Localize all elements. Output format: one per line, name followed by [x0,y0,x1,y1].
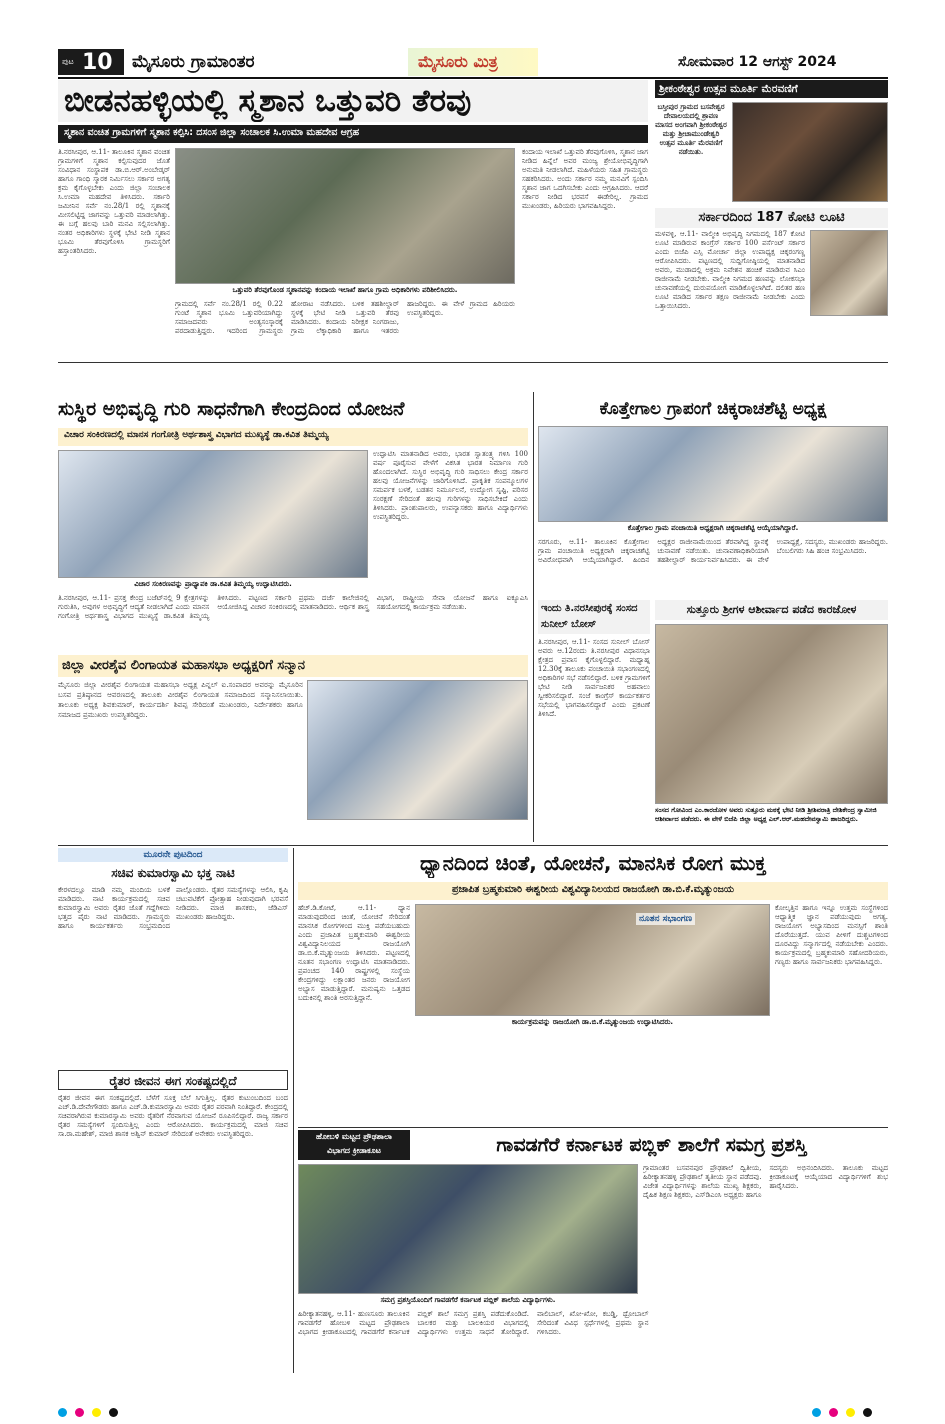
lead-body-right: ಕಂದಾಯ ಇಲಾಖೆ ಒತ್ತುವರಿ ತೆರವುಗೊಳಿಸಿ, ಸ್ಮಶಾನ ಜಾಗ ನೀಡಿದ ಹಿನ್ನೆಲೆ ಅವರ ಮಂಜ್ಯ ಶ್ರೇಯೋಭಿವೃದ್ಧಿಗಾಗಿ ಅನುಮತಿ ನೀಡಲಾಗಿದೆ. ಮಹಿಳೆಯರು ಸಹಿತ ಗ್ರಾಮಸ್ಥರು ಸಹಕರಿಸಿದರು. ಅಂದು ಸರ್ಕಾರ ನಮ್ಮ ಮನವಿಗೆ ಸ್ಪಂದಿಸಿ ಸ್ಮಶಾನ ಜಾಗ ಒದಗಿಸಬೇಕು ಎಂದು ಆಗ್ರಹಿಸಿದರು. ಆದರೆ ಸರ್ಕಾರ ನೀಡಿದ ಭರವಸೆ ಈಡೇರಿಲ್ಲ. ಗ್ರಾಮದ ಮುಖಂಡರು, ಹಿರಿಯರು ಭಾಗವಹಿಸಿದ್ದರು. [522,148,648,210]
section-name: ಮೈಸೂರು ಗ್ರಾಮಾಂತರ [132,52,255,72]
masthead: ಮೈಸೂರು ಮಿತ್ರ [418,52,498,71]
blessing-caption: ಸಂಸದ ಗೋವಿಂದ ಎಂ.ಕಾರಜೋಳ ಅವರು ಸುತ್ತೂರು ಮಠಕ್ಕೆ ಭೇಟಿ ನೀಡಿ ಶ್ರೀಶಿವರಾತ್ರಿ ದೇಶಿಕೇಂದ್ರ ಸ್ವಾಮೀಜಿ ಆಶೀರ್ವಾದ ಪಡೆದರು. ಈ ವೇಳೆ ಬಿಜೆಪಿ ಜಿಲ್ಲಾ ಅಧ್ಯಕ್ಷ ಎಲ್.ಆರ್.ಮಹದೇವಸ್ವಾಮಿ ಹಾಜರಿದ್ದರು. [655,806,877,823]
continued-body: ಕೇರಳದಲ್ಲೂ ಮಾಡಿ ನಮ್ಮ ಮಂದಿಯ ಬಳಕೆ ಮಾಡಿದರು. ನಾಟಿ ಕಾರ್ಯಕ್ರಮದಲ್ಲಿ ಸಚಿವ ಕುಮಾರಸ್ವಾಮಿ ಅವರು ರೈತರ ಜೊತೆ ಗದ್ದೆಗಿಳಿದು ಭತ್ತದ ಪೈರು ನಾಟಿ ಮಾಡಿದರು. ಗ್ರಾಮಸ್ಥರು ಹಾಗೂ ಕಾರ್ಯಕರ್ತರು ಸಂಭ್ರಮದಿಂದ ಪಾಲ್ಗೊಂಡರು. ರೈತರ ಸಮಸ್ಯೆಗಳನ್ನು ಆಲಿಸಿ, ಕೃಷಿ ಚಟುವಟಿಕೆಗೆ ಪ್ರೋತ್ಸಾಹ ನೀಡುವುದಾಗಿ ಭರವಸೆ ನೀಡಿದರು. ಮಾಜಿ ಶಾಸಕರು, ಜೆಡಿಎಸ್ ಮುಖಂಡರು ಹಾಜರಿದ್ದರು. [58,886,288,930]
school-body-left: ಹಿರೀಕ್ಯಾತನಹಳ್ಳಿ, ಆ.11- ಹುಣಸೂರು ತಾಲೂಕಿನ ಗಾವಡಗೆರೆ ಹೋಬಳಿ ಮಟ್ಟದ ಪ್ರೌಢಶಾಲಾ ವಿಭಾಗದ ಕ್ರೀಡಾಕೂಟದಲ್ಲಿ ಗಾವಡಗೆರೆ ಕರ್ನಾಟಕ ಪಬ್ಲಿಕ್ ಶಾಲೆ ಸಮಗ್ರ ಪ್ರಶಸ್ತಿ ಪಡೆದುಕೊಂಡಿದೆ. ಬಾಲಕರ ಮತ್ತು ಬಾಲಕಿಯರ ವಿಭಾಗದಲ್ಲಿ ವಿದ್ಯಾರ್ಥಿಗಳು ಉತ್ತಮ ಸಾಧನೆ ತೋರಿದ್ದಾರೆ. ವಾಲಿಬಾಲ್, ಖೋ-ಖೋ, ಕಬಡ್ಡಿ, ಥ್ರೋಬಾಲ್ ಸೇರಿದಂತೆ ವಿವಿಧ ಸ್ಪರ್ಧೆಗಳಲ್ಲಿ ಪ್ರಥಮ ಸ್ಥಾನ ಗಳಿಸಿದರು. [298,1310,649,1336]
devtools-body-right: ಉದ್ಘಾಟಿಸಿ ಮಾತನಾಡಿದ ಅವರು, ಭಾರತ ಸ್ವಾತಂತ್ರ್ಯ ಗಳಿಸಿ 100 ವರ್ಷ ಪೂರೈಸುವ ವೇಳೆಗೆ ವಿಕಸಿತ ಭಾರತ ನಿರ್ಮಾಣ ಗುರಿ ಹೊಂದಲಾಗಿದೆ. ಸುಸ್ಥಿರ ಅಭಿವೃದ್ಧಿ ಗುರಿ ಸಾಧಿಸಲು ಕೇಂದ್ರ ಸರ್ಕಾರ ಹಲವು ಯೋಜನೆಗಳನ್ನು ಜಾರಿಗೊಳಿಸಿದೆ. ಪ್ರಾಕೃತಿಕ ಸಂಪನ್ಮೂಲಗಳ ಸಮರ್ಪಕ ಬಳಕೆ, ಬಡತನ ನಿರ್ಮೂಲನೆ, ಉದ್ಯೋಗ ಸೃಷ್ಟಿ, ಪರಿಸರ ಸಂರಕ್ಷಣೆ ಸೇರಿದಂತೆ ಹಲವು ಗುರಿಗಳನ್ನು ಸಾಧಿಸಬೇಕಿದೆ ಎಂದು ತಿಳಿಸಿದರು. ಪ್ರಾಂಶುಪಾಲರು, ಉಪನ್ಯಾಸಕರು ಹಾಗೂ ವಿದ್ಯಾರ್ಥಿಗಳು ಉಪಸ್ಥಿತರಿದ್ದರು. [373,450,528,521]
honour-headline: ಜಿಲ್ಲಾ ವೀರಶೈವ ಲಿಂಗಾಯತ ಮಹಾಸಭಾ ಅಧ್ಯಕ್ಷರಿಗೆ ಸನ್ಮಾನ [58,655,528,677]
reg-dot [58,1408,67,1417]
reg-dot [863,1408,872,1417]
reg-dot [92,1408,101,1417]
devtools-photo [58,450,368,578]
reg-dot [812,1408,821,1417]
page-label: ಪುಟ [62,57,74,66]
reg-dot [829,1408,838,1417]
meditation-subhead: ಪ್ರಜಾಪಿತ ಬ್ರಹ್ಮಕುಮಾರಿ ಈಶ್ವರೀಯ ವಿಶ್ವವಿದ್ಯಾನಿಲಯದ ರಾಜಯೋಗಿ ಡಾ.ಬಿ.ಕೆ.ಮೃತ್ಯುಂಜಯ [298,882,888,900]
meditation-divider [293,848,294,1373]
devtools-headline: ಸುಸ್ಥಿರ ಅಭಿವೃದ್ಧಿ ಗುರಿ ಸಾಧನೆಗಾಗಿ ಕೇಂದ್ರದಿಂದ ಯೋಜನೆ [58,398,405,420]
lead-headline: ಬೀಡನಹಳ್ಳಿಯಲ್ಲಿ ಸ್ಮಶಾನ ಒತ್ತುವರಿ ತೆರವು [58,80,648,122]
date-line: ಸೋಮವಾರ 12 ಆಗಸ್ಟ್ 2024 [678,54,837,70]
festival-caption: ಬಸ್ತೀಪುರ ಗ್ರಾಮದ ಬಸವೇಶ್ವರ ದೇವಾಲಯದಲ್ಲಿ ಶ್ರಾವಣ ಮಾಸದ ಅಂಗವಾಗಿ ಶ್ರೀಕಂಠೇಶ್ವರ ಮತ್ತು ಶ್ರೀಚಾಮುಂಡೇಶ್ವರಿ ಉತ್ಸವ ಮೂರ್ತಿ ಮೆರವಣಿಗೆ ನಡೆಯಿತು. [655,102,727,156]
farmers-body: ರೈತರ ಜೀವನ ಈಗ ಸಂಕಷ್ಟದಲ್ಲಿದೆ. ಬೆಳೆಗೆ ಸೂಕ್ತ ಬೆಲೆ ಸಿಗುತ್ತಿಲ್ಲ. ರೈತರ ಕುಟುಂಬದಿಂದ ಬಂದ ಎಚ್.ಡಿ.ದೇವೇಗೌಡರು ಹಾಗೂ ಎಚ್.ಡಿ.ಕುಮಾರಸ್ವಾಮಿ ಅವರು ರೈತರ ಪರವಾಗಿ ನಿಂತಿದ್ದಾರೆ. ಕೇಂದ್ರದಲ್ಲಿ ಸಚಿವರಾಗಿರುವ ಕುಮಾರಸ್ವಾಮಿ ಅವರು ರೈತರಿಗೆ ನೆರವಾಗುವ ಯೋಜನೆ ರೂಪಿಸಲಿದ್ದಾರೆ. ರಾಜ್ಯ ಸರ್ಕಾರ ರೈತರ ಸಮಸ್ಯೆಗಳಿಗೆ ಸ್ಪಂದಿಸುತ್ತಿಲ್ಲ ಎಂದು ಆರೋಪಿಸಿದರು. ಕಾರ್ಯಕ್ರಮದಲ್ಲಿ ಮಾಜಿ ಸಚಿವ ಸಾ.ರಾ.ಮಹೇಶ್, ಮಾಜಿ ಶಾಸಕ ಅಶ್ವಿನ್ ಕುಮಾರ್ ಸೇರಿದಂತೆ ಅನೇಕರು ಉಪಸ್ಥಿತರಿದ್ದರು. [58,1094,288,1138]
school-photo [298,1164,638,1294]
mp-headline: ಇಂದು ತಿ.ನರಸೀಪುರಕ್ಕೆ ಸಂಸದ ಸುನೀಲ್ ಬೋಸ್ [538,600,650,634]
loot-body: ಮಳವಳ್ಳಿ, ಆ.11- ವಾಲ್ಮೀಕಿ ಅಭಿವೃದ್ಧಿ ನಿಗಮದಲ್ಲಿ 187 ಕೋಟಿ ಲೂಟಿ ಮಾಡಿರುವ ಕಾಂಗ್ರೆಸ್ ಸರ್ಕಾರ 100 ಪರ್ಸೆಂಟ್ ಸರ್ಕಾರ ಎಂದು ಬಿಜೆಪಿ ಎಸ್ಸಿ ಮೋರ್ಚಾ ಜಿಲ್ಲಾ ಉಪಾಧ್ಯಕ್ಷ ಚಿಕ್ಕರಂಗಣ್ಣ ಆರೋಪಿಸಿದರು. ಪಟ್ಟಣದಲ್ಲಿ ಸುದ್ದಿಗೋಷ್ಠಿಯಲ್ಲಿ ಮಾತನಾಡಿದ ಅವರು, ಮುಡಾದಲ್ಲಿ ಅಕ್ರಮ ನಿವೇಶನ ಹಂಚಿಕೆ ಮಾಡಿರುವ ಸಿಎಂ ರಾಜೀನಾಮೆ ನೀಡಬೇಕು. ವಾಲ್ಮೀಕಿ ನಿಗಮದ ಹಣವನ್ನು ಲೋಕಸಭಾ ಚುನಾವಣೆಯಲ್ಲಿ ದುರುಪಯೋಗ ಮಾಡಿಕೊಳ್ಳಲಾಗಿದೆ. ದಲಿತರ ಹಣ ಲೂಟಿ ಮಾಡಿದ ಸರ್ಕಾರ ತಕ್ಷಣ ರಾಜೀನಾಮೆ ನೀಡಬೇಕು ಎಂದು ಒತ್ತಾಯಿಸಿದರು. [655,230,805,310]
meditation-body-left: ಹೆಚ್.ಡಿ.ಕೋಟೆ, ಆ.11- ಧ್ಯಾನ ಮಾಡುವುದರಿಂದ ಚಿಂತೆ, ಯೋಚನೆ ಸೇರಿದಂತೆ ಮಾನಸಿಕ ರೋಗಗಳಿಂದ ಮುಕ್ತಿ ಪಡೆಯಬಹುದು ಎಂದು ಪ್ರಜಾಪಿತ ಬ್ರಹ್ಮಕುಮಾರಿ ಈಶ್ವರೀಯ ವಿಶ್ವವಿದ್ಯಾನಿಲಯದ ರಾಜಯೋಗಿ ಡಾ.ಬಿ.ಕೆ.ಮೃತ್ಯುಂಜಯ ತಿಳಿಸಿದರು. ಪಟ್ಟಣದಲ್ಲಿ ನೂತನ ಸಭಾಂಗಣ ಉದ್ಘಾಟಿಸಿ ಮಾತನಾಡಿದರು. ಪ್ರಪಂಚದ 140 ರಾಷ್ಟ್ರಗಳಲ್ಲಿ ಸಂಸ್ಥೆಯ ಕೇಂದ್ರಗಳಿದ್ದು ಲಕ್ಷಾಂತರ ಜನರು ರಾಜಯೋಗ ಅಭ್ಯಾಸ ಮಾಡುತ್ತಿದ್ದಾರೆ. ಮನುಷ್ಯನು ಒತ್ತಡದ ಬದುಕಿನಲ್ಲಿ ಶಾಂತಿ ಅರಸುತ್ತಿದ್ದಾನೆ. [298,904,410,1002]
devtools-photo-caption: ವಿಚಾರ ಸಂಕಿರಣವನ್ನು ಪ್ರಾಧ್ಯಾಪಕಿ ಡಾ.ಕವಿತ ತಿಮ್ಮಯ್ಯ ಉದ್ಘಾಟಿಸಿದರು. [134,580,292,588]
registration-marks-right [812,1402,880,1414]
lead-photo [175,148,515,284]
meditation-body-right: ಕೋಲ್ಕತ್ತಿನ ಹಾಗೂ ಇನ್ನೂ ಉತ್ತಮ ಸಂಸ್ಥೆಗಳಿಂದ ಆಧ್ಯಾತ್ಮಿಕ ಜ್ಞಾನ ಪಡೆಯುವುದು ಅಗತ್ಯ. ರಾಜಯೋಗ ಅಭ್ಯಾಸದಿಂದ ಮನಸ್ಸಿಗೆ ಶಾಂತಿ ದೊರೆಯುತ್ತದೆ. ಯುವ ಪೀಳಿಗೆ ದುಶ್ಚಟಗಳಿಂದ ದೂರವಿದ್ದು ಸನ್ಮಾರ್ಗದಲ್ಲಿ ನಡೆಯಬೇಕು ಎಂದರು. ಕಾರ್ಯಕ್ರಮದಲ್ಲಿ ಬ್ರಹ್ಮಕುಮಾರಿ ಸಹೋದರಿಯರು, ಗಣ್ಯರು ಹಾಗೂ ಸಾರ್ವಜನಿಕರು ಭಾಗವಹಿಸಿದ್ದರು. [775,904,888,966]
loot-headline: ಸರ್ಕಾರದಿಂದ 187 ಕೋಟಿ ಲೂಟಿ [655,208,888,228]
school-photo-caption: ಸಮಗ್ರ ಪ್ರಶಸ್ತಿಯೊಂದಿಗೆ ಗಾವಡಗೆರೆ ಕರ್ನಾಟಕ ಪಬ್ಲಿಕ್ ಶಾಲೆಯ ವಿದ್ಯಾರ್ಥಿಗಳು. [380,1296,556,1304]
reg-dot [846,1408,855,1417]
reg-dot [109,1408,118,1417]
col-divider [533,392,534,842]
festival-photo [732,102,888,202]
school-tag-line1: ಹೋಬಳಿ ಮಟ್ಟದ ಪ್ರೌಢಶಾಲಾ [316,1132,392,1141]
honour-photo [307,680,528,820]
school-tag-line2: ವಿಭಾಗದ ಕ್ರೀಡಾಕೂಟ [327,1146,381,1155]
registration-marks-left [58,1402,126,1414]
school-body-right: ಗ್ರಾಮಾಂತರ ಬಸವನಪುರ ಪ್ರೌಢಶಾಲೆ ದ್ವಿತೀಯ, ಹಿರೀಕ್ಯಾತನಹಳ್ಳಿ ಪ್ರೌಢಶಾಲೆ ತೃತೀಯ ಸ್ಥಾನ ಪಡೆದವು. ವಿಜೇತ ವಿದ್ಯಾರ್ಥಿಗಳನ್ನು ಶಾಲೆಯ ಮುಖ್ಯ ಶಿಕ್ಷಕರು, ದೈಹಿಕ ಶಿಕ್ಷಣ ಶಿಕ್ಷಕರು, ಎಸ್‌ಡಿಎಂಸಿ ಅಧ್ಯಕ್ಷರು ಹಾಗೂ ಸದಸ್ಯರು ಅಭಿನಂದಿಸಿದರು. ತಾಲೂಕು ಮಟ್ಟದ ಕ್ರೀಡಾಕೂಟಕ್ಕೆ ಆಯ್ಕೆಯಾದ ವಿದ್ಯಾರ್ಥಿಗಳಿಗೆ ಶುಭ ಹಾರೈಸಿದರು. [643,1164,888,1199]
continued-tag [58,848,288,862]
chair-body: ಸರಗೂರು, ಆ.11- ತಾಲೂಕಿನ ಕೊತ್ತೇಗಾಲ ಗ್ರಾಮ ಪಂಚಾಯಿತಿ ಅಧ್ಯಕ್ಷರಾಗಿ ಚಿಕ್ಕರಾಚಶೆಟ್ಟಿ ಅವಿರೋಧವಾಗಿ ಆಯ್ಕೆಯಾಗಿದ್ದಾರೆ. ಹಿಂದಿನ ಅಧ್ಯಕ್ಷರ ರಾಜೀನಾಮೆಯಿಂದ ತೆರವಾಗಿದ್ದ ಸ್ಥಾನಕ್ಕೆ ಚುನಾವಣೆ ನಡೆಯಿತು. ಚುನಾವಣಾಧಿಕಾರಿಯಾಗಿ ತಹಶೀಲ್ದಾರ್ ಕಾರ್ಯನಿರ್ವಹಿಸಿದರು. ಈ ವೇಳೆ ಉಪಾಧ್ಯಕ್ಷೆ, ಸದಸ್ಯರು, ಮುಖಂಡರು ಹಾಜರಿದ್ದರು. ಬೆಂಬಲಿಗರು ಸಿಹಿ ಹಂಚಿ ಸಂಭ್ರಮಿಸಿದರು. [538,538,888,564]
header-rule [58,77,888,79]
page-number: 10 [82,50,113,75]
reg-dot [75,1408,84,1417]
blessing-photo [655,624,888,804]
chair-photo-caption: ಕೊತ್ತೇಗಾಲ ಗ್ರಾಮ ಪಂಚಾಯಿತಿ ಅಧ್ಯಕ್ಷರಾಗಿ ಚಿಕ್ಕರಾಚಶೆಟ್ಟಿ ಆಯ್ಕೆಯಾಗಿದ್ದಾರೆ. [627,524,799,532]
meditation-photo-caption: ಕಾರ್ಯಕ್ರಮವನ್ನು ರಾಜಯೋಗಿ ಡಾ.ಬಿ.ಕೆ.ಮೃತ್ಯುಂಜಯ ಉದ್ಘಾಟಿಸಿದರು. [511,1018,674,1026]
loot-photo [810,230,888,316]
row4-rule [298,1127,888,1128]
lead-subhead: ಸ್ಮಶಾನ ವಂಚಿತ ಗ್ರಾಮಗಳಿಗೆ ಸ್ಮಶಾನ ಕಲ್ಪಿಸಿ: ದಸಂಸ ಜಿಲ್ಲಾ ಸಂಚಾಲಕ ಸಿ.ಉಮಾ ಮಹದೇವ ಆಗ್ರಹ [58,125,648,143]
lead-body-bottom: ಗ್ರಾಮದಲ್ಲಿ ಸರ್ವೆ ನಂ.28/1 ರಲ್ಲಿ 0.22 ಗುಂಟೆ ಸ್ಮಶಾನ ಭೂಮಿ ಒತ್ತುವರಿಯಾಗಿದ್ದು ಸಮಾಜದವರು ಅಂತ್ಯಸಂಸ್ಕಾರಕ್ಕೆ ಪರದಾಡುತ್ತಿದ್ದರು. ಇದರಿಂದ ಗ್ರಾಮಸ್ಥರು ಹೋರಾಟ ನಡೆಸಿದರು. ಬಳಿಕ ತಹಶೀಲ್ದಾರ್ ಸ್ಥಳಕ್ಕೆ ಭೇಟಿ ನೀಡಿ ಒತ್ತುವರಿ ತೆರವು ಮಾಡಿಸಿದರು. ಕಂದಾಯ ನಿರೀಕ್ಷಕ ನಿಂಗರಾಜು, ಗ್ರಾಮ ಲೆಕ್ಕಾಧಿಕಾರಿ ಹಾಗೂ ಇತರರು ಹಾಜರಿದ್ದರು. ಈ ವೇಳೆ ಗ್ರಾಮದ ಹಿರಿಯರು ಉಪಸ್ಥಿತರಿದ್ದರು. [175,300,515,335]
row3-rule [58,845,888,846]
page-number-badge [58,49,124,75]
devtools-body-bottom: ತಿ.ನರಸೀಪುರ, ಆ.11- ಪ್ರಸಕ್ತ ಕೇಂದ್ರ ಬಜೆಟ್‌ನಲ್ಲಿ 9 ಕ್ಷೇತ್ರಗಳನ್ನು ಗುರುತಿಸಿ, ಅವುಗಳ ಅಭಿವೃದ್ಧಿಗೆ ಆದ್ಯತೆ ನೀಡಲಾಗಿದೆ ಎಂದು ಮಾನಸ ಗಂಗೋತ್ರಿ ಅರ್ಥಶಾಸ್ತ್ರ ವಿಭಾಗದ ಮುಖ್ಯಸ್ಥೆ ಡಾ.ಕವಿತ ತಿಮ್ಮಯ್ಯ ತಿಳಿಸಿದರು. ಪಟ್ಟಣದ ಸರ್ಕಾರಿ ಪ್ರಥಮ ದರ್ಜೆ ಕಾಲೇಜಿನಲ್ಲಿ ಆಯೋಜಿಸಿದ್ದ ವಿಚಾರ ಸಂಕಿರಣದಲ್ಲಿ ಮಾತನಾಡಿದರು. ಆರ್ಥಿಕ ಶಾಸ್ತ್ರ ವಿಭಾಗ, ರಾಷ್ಟ್ರೀಯ ಸೇವಾ ಯೋಜನೆ ಹಾಗೂ ಐಕ್ಯೂಎಸಿ ಸಹಯೋಗದಲ್ಲಿ ಕಾರ್ಯಕ್ರಮ ನಡೆಯಿತು. [58,594,528,620]
lead-photo-caption: ಒತ್ತುವರಿ ತೆರವುಗೊಂಡ ಸ್ಮಶಾನವನ್ನು ಕಂದಾಯ ಇಲಾಖೆ ಹಾಗೂ ಗ್ರಾಮ ಅಧಿಕಾರಿಗಳು ಪರಿಶೀಲಿಸಿದರು. [232,286,458,294]
continued-headline: ಸಚಿವ ಕುಮಾರಸ್ವಾಮಿ ಭಕ್ತ ನಾಟಿ [111,866,235,880]
blessing-headline: ಸುತ್ತೂರು ಶ್ರೀಗಳ ಆಶೀರ್ವಾದ ಪಡೆದ ಕಾರಜೋಳ [655,600,888,620]
row2-rule [58,362,888,363]
chair-photo [538,426,888,522]
honour-body: ಮೈಸೂರು ಜಿಲ್ಲಾ ವೀರಶೈವ ಲಿಂಗಾಯತ ಮಹಾಸಭಾ ಅಧ್ಯಕ್ಷ ಪಿನ್ನಲ್ ಐ.ಸಂಪಾದರ ಅವರನ್ನು ಮೈಸೂರಿನ ಬಸವ ಪ್ರತಿಷ್ಠಾನದ ಆವರಣದಲ್ಲಿ ತಾಲೂಕು ವೀರಶೈವ ಲಿಂಗಾಯತ ಸಮಾಜದಿಂದ ಸನ್ಮಾನಿಸಲಾಯಿತು. ತಾಲೂಕು ಅಧ್ಯಕ್ಷ ಶಿವಕುಮಾರ್, ಕಾರ್ಯದರ್ಶಿ ಶಿವಪ್ಪ ಸೇರಿದಂತೆ ಮುಖಂಡರು, ನಿರ್ದೇಶಕರು ಹಾಗೂ ಸಮಾಜದ ಪ್ರಮುಖರು ಉಪಸ್ಥಿತರಿದ್ದರು. [58,680,303,719]
meditation-banner-text: ನೂತನ ಸಭಾಂಗಣ [636,913,695,925]
continued-tag-label: ಮೂರನೇ ಪುಟದಿಂದ [143,850,203,860]
festival-headline: ಶ್ರೀಕಂಠೇಶ್ವರ ಉತ್ಸವ ಮೂರ್ತಿ ಮೆರವಣಿಗೆ [655,80,888,98]
mp-body: ತಿ.ನರಸೀಪುರ, ಆ.11- ಸಂಸದ ಸುನೀಲ್ ಬೋಸ್ ಅವರು ಆ.12ರಂದು ತಿ.ನರಸೀಪುರ ವಿಧಾನಸಭಾ ಕ್ಷೇತ್ರದ ಪ್ರವಾಸ ಕೈಗೊಳ್ಳಲಿದ್ದಾರೆ. ಮಧ್ಯಾಹ್ನ 12.30ಕ್ಕೆ ತಾಲೂಕು ಪಂಚಾಯಿತಿ ಸಭಾಂಗಣದಲ್ಲಿ ಅಧಿಕಾರಿಗಳ ಸಭೆ ನಡೆಸಲಿದ್ದಾರೆ. ಬಳಿಕ ಗ್ರಾಮಗಳಿಗೆ ಭೇಟಿ ನೀಡಿ ಸಾರ್ವಜನಿಕರ ಅಹವಾಲು ಸ್ವೀಕರಿಸಲಿದ್ದಾರೆ. ಸಂಜೆ ಕಾಂಗ್ರೆಸ್ ಕಾರ್ಯಕರ್ತರ ಸಭೆಯಲ್ಲಿ ಭಾಗವಹಿಸಲಿದ್ದಾರೆ ಎಂದು ಪ್ರಕಟಣೆ ತಿಳಿಸಿದೆ. [538,638,650,718]
school-tag [298,1130,410,1160]
chair-headline: ಕೊತ್ತೇಗಾಲ ಗ್ರಾಪಂಗೆ ಚಿಕ್ಕರಾಚಶೆಟ್ಟಿ ಅಧ್ಯಕ್ಷ [599,399,827,419]
farmers-headline: ರೈತರ ಜೀವನ ಈಗ ಸಂಕಷ್ಟದಲ್ಲಿದೆ [58,1070,288,1090]
meditation-headline: ಧ್ಯಾನದಿಂದ ಚಿಂತೆ, ಯೋಚನೆ, ಮಾನಸಿಕ ರೋಗ ಮುಕ್ತ [419,851,767,875]
devtools-subhead: ವಿಚಾರ ಸಂಕಿರಣದಲ್ಲಿ ಮಾನಸ ಗಂಗೋತ್ರಿ ಅರ್ಥಶಾಸ್ತ್ರ ವಿಭಾಗದ ಮುಖ್ಯಸ್ಥೆ ಡಾ.ಕವಿತ ತಿಮ್ಮಯ್ಯ [58,428,528,446]
school-headline: ಗಾವಡಗೆರೆ ಕರ್ನಾಟಕ ಪಬ್ಲಿಕ್ ಶಾಲೆಗೆ ಸಮಗ್ರ ಪ್ರಶಸ್ತಿ [496,1134,807,1156]
lead-body-left: ತಿ.ನರಸೀಪುರ, ಆ.11- ತಾಲೂಕಿನ ಸ್ಮಶಾನ ವಂಚಿತ ಗ್ರಾಮಗಳಿಗೆ ಸ್ಮಶಾನ ಕಲ್ಪಿಸುವುದರ ಜೊತೆ ಸಂವಿಧಾನ ಸಂಸ್ಥಾಪಕ ಡಾ.ಬಿ.ಆರ್.ಅಂಬೇಡ್ಕರ್ ಹಾಗೂ ಗಾಂಧಿ ಸ್ಮಾರಕ ನಿರ್ಮಿಸಲು ಸರ್ಕಾರ ಅಗತ್ಯ ಕ್ರಮ ಕೈಗೊಳ್ಳಬೇಕು ಎಂದು ಜಿಲ್ಲಾ ಸಂಚಾಲಕ ಸಿ.ಉಮಾ ಮಹದೇವ ತಿಳಿಸಿದರು. ಸರ್ಕಾರಿ ಜಮೀನಿನ ಸರ್ವೆ ನಂ.28/1 ರಲ್ಲಿ ಸ್ಮಶಾನಕ್ಕೆ ಮೀಸಲಿಟ್ಟಿದ್ದ ಜಾಗವನ್ನು ಒತ್ತುವರಿ ಮಾಡಲಾಗಿತ್ತು. ಈ ಬಗ್ಗೆ ಹಲವು ಬಾರಿ ಮನವಿ ಸಲ್ಲಿಸಲಾಗಿತ್ತು. ನಂತರ ಅಧಿಕಾರಿಗಳು ಸ್ಥಳಕ್ಕೆ ಭೇಟಿ ನೀಡಿ ಸ್ಮಶಾನ ಭೂಮಿ ತೆರವುಗೊಳಿಸಿ ಗ್ರಾಮಸ್ಥರಿಗೆ ಹಸ್ತಾಂತರಿಸಿದರು. [58,148,170,255]
page-header [58,48,888,76]
meditation-photo [415,904,770,1016]
